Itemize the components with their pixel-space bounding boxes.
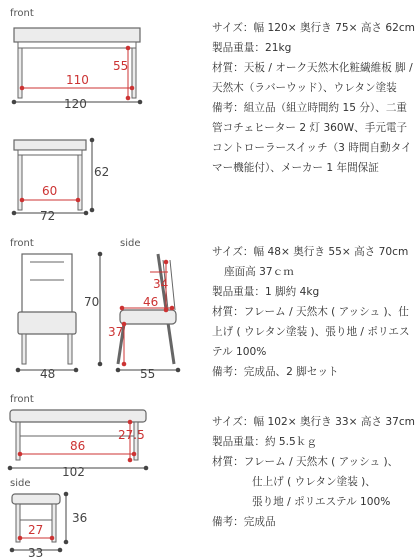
bench-spec-material-2: 仕上げ ( ウレタン塗装 )、	[252, 476, 376, 488]
bench-front-view-label: front	[10, 394, 34, 405]
chair-spec-material: 材質：フレーム / 天然木 ( アッシュ )、仕上げ ( ウレタン塗装 )、張り地 / ポリエステル 100%	[212, 306, 410, 358]
chair-dim-height: 70	[84, 295, 100, 309]
chair-dim-front-width: 48	[40, 367, 56, 381]
bench-spec-size: サイズ：幅 102× 奥行き 33× 高さ 37cm	[212, 416, 416, 428]
chair-spec-size: サイズ：幅 48× 奥行き 55× 高さ 70cm	[212, 246, 409, 258]
chair-side-drawing	[116, 254, 181, 372]
kotatsu-drawing	[12, 138, 95, 216]
chair-dim-seat-height: 37	[108, 325, 124, 339]
bench-dim-inner-width: 86	[70, 439, 86, 453]
chair-section	[0, 232, 420, 382]
table-dim-outer-width: 120	[64, 97, 87, 111]
bench-spec-notes: 備考：完成品	[212, 516, 276, 528]
chair-dim-side-depth: 55	[140, 367, 156, 381]
bench-side-dim-outer-width: 33	[28, 546, 44, 560]
chair-front-drawing	[16, 252, 103, 373]
table-spec-weight: 製品重量：21kg	[212, 42, 292, 54]
table-dim-inner-width: 110	[66, 73, 89, 87]
table-spec-size: サイズ：幅 120× 奥行き 75× 高さ 62cm	[212, 22, 416, 34]
table-spec-notes: 備考：組立品（組立時間約 15 分）、二重管コチェヒーター 2 灯 360W、手元電子コントローラースイッチ（3 時間自動タイマー機能付）、メーカー 1 年間保証	[212, 102, 412, 174]
bench-section	[0, 388, 420, 560]
bench-side-drawing	[10, 492, 69, 553]
chair-spec-seat-height: 座面高 37ｃｍ	[224, 266, 294, 278]
table-dim-height: 55	[113, 59, 129, 73]
bench-figure	[0, 388, 200, 560]
bench-side-view-label: side	[10, 478, 31, 489]
chair-front-view-label: front	[10, 238, 34, 249]
table-specs	[212, 18, 416, 178]
kotatsu-dim-outer-width: 72	[40, 209, 56, 223]
chair-specs	[212, 242, 416, 382]
bench-specs	[212, 412, 416, 532]
chair-spec-notes: 備考：完成品、2 脚セット	[212, 366, 339, 378]
bench-dim-height: 27.5	[118, 428, 145, 442]
chair-figure	[0, 232, 205, 382]
chair-dim-seat-depth: 46	[143, 295, 159, 309]
table-figure	[0, 0, 200, 230]
bench-side-dim-height: 36	[72, 511, 88, 525]
table-section	[0, 0, 420, 230]
table-spec-material: 材質：天板 / オーク天然木化粧繊維板 脚 / 天然木（ラバーウッド）、ウレタン塗装	[212, 62, 413, 94]
bench-side-dim-inner-width: 27	[28, 523, 44, 537]
chair-dim-back-height: 34	[153, 277, 169, 291]
table-front-view-label: front	[10, 8, 34, 19]
bench-spec-material-3: 張り地 / ポリエステル 100%	[252, 496, 391, 508]
bench-spec-material-1: 材質：フレーム / 天然木 ( アッシュ )、	[212, 456, 399, 468]
chair-spec-weight: 製品重量：1 脚約 4kg	[212, 286, 320, 298]
bench-spec-weight: 製品重量：約 5.5ｋｇ	[212, 436, 317, 448]
bench-dim-outer-width: 102	[62, 465, 85, 479]
kotatsu-dim-inner-width: 60	[42, 184, 58, 198]
chair-side-view-label: side	[120, 238, 141, 249]
kotatsu-dim-height: 62	[94, 165, 110, 179]
